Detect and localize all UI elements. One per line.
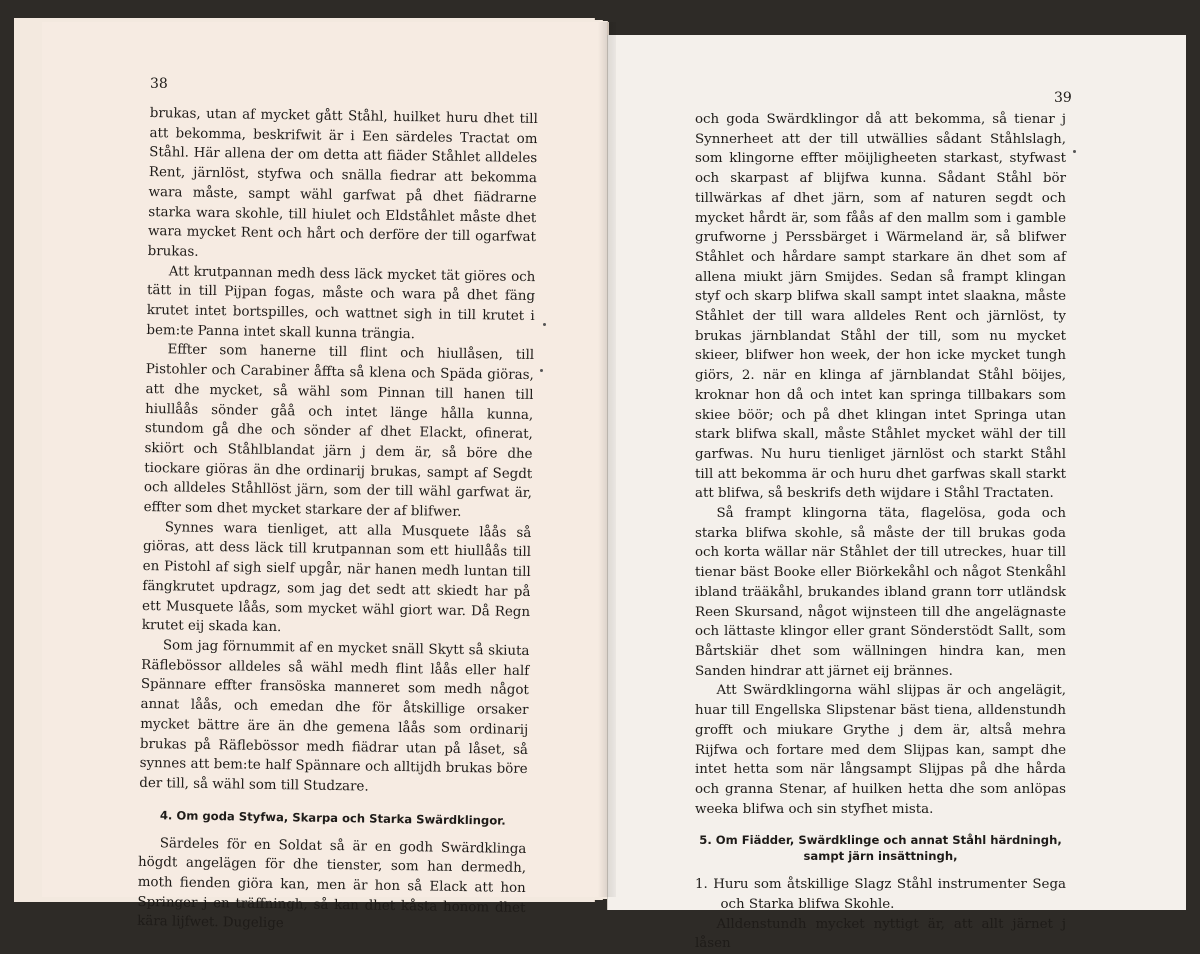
- page-number-left: 38: [150, 76, 168, 92]
- left-page-text: [137, 104, 538, 938]
- paragraph: Att krutpannan medh dess läck mycket tät giöres och tätt in till Pijpan fogas, måste och wara på dhet fäng krutet intet bortspilles, och wattnet sigh in till krutet i bem:te Panna intet skall kunna trängia.: [146, 263, 536, 342]
- page-number-right: 39: [1054, 90, 1072, 106]
- right-page-text: [695, 110, 1066, 954]
- section-heading-line: sampt järn insättningh,: [803, 849, 958, 864]
- section-heading: [695, 832, 1066, 864]
- paragraph: Alldenstundh mycket nyttigt är, att allt järnet j låsen: [695, 916, 1066, 952]
- paragraph: och goda Swärdklingor då att bekomma, så tienar j Synnerheet att der till utwällies sådant Ståhlslagh, som klingorne effter möijligheeten starkast, styfwast och skarpast af blijfwa kunna. Sådant Ståhl bör tillwärkas af dhet järn, som af naturen segdt och mycket hårdt är, som fåås af den mallm som i gamble grufworne j Perssbärget i Wärmeland är, så blifwer Ståhlet och hårdare sampt starkare än dhet som af allena miukt järn Smijdes. Sedan så frampt klingan styf och skarp blifwa skall sampt intet slaakna, måste Ståhlet der till wara alldeles Rent och järnlöst, ty brukas järnblandat Ståhl der till, som nu mycket skieer, blifwer hon week, der hon icke mycket tungh giörs, 2. när en klinga af järnblandat Ståhl böijes, kroknar hon då och intet kan springa tillbakars som skiee böör; och på dhet klingan intet Springa utan stark blifwa skall, måste Ståhlet mycket wähl der till garfwas. Nu huru tienliget järnlöst och starkt Ståhl till att bekomma är och huru dhet garfwas skall starkt att blifwa, så beskrifs deth wijdare i Ståhl Tractaten.: [695, 112, 1066, 502]
- stray-mark: [1073, 150, 1076, 153]
- section-heading-line: 5. Om Fiädder, Swärdklinge och annat Ståhl härdningh,: [699, 833, 1062, 848]
- paragraph: brukas, utan af mycket gått Ståhl, huilket huru dhet till att bekomma, beskrifwit är i Een särdeles Tractat om Ståhl. Här allena der om detta att fiäder Ståhlet alldeles Rent, järnlöst, styfwa och snälla fiedrar att bekomma wara måste, sampt wähl garfwat på dhet fiädrarne starka wara skohle, till hiulet och Eldståhlet måste dhet wara mycket Rent och hårt och derföre der till ogarfwat brukas.: [147, 105, 538, 260]
- paragraph: Som jag förnummit af en mycket snäll Skytt så skiuta Räflebössor alldeles så wähl medh flint låås eller half Spännare effter fransöska manneret som medh något annat låås, och emedan dhe för åtskillige orsaker mycket bättre äre än dhe gemena låås som ordinarij brukas på Räflebössor medh fiädrar utan på låset, så synnes att bem:te half Spännare och alltijdh brukas böre der till, så wähl som till Studzare.: [139, 638, 530, 795]
- book-gutter: [598, 22, 616, 897]
- paragraph: Synnes wara tienliget, att alla Musquete låås så giöras, att dess läck till krutpannan som ett hiullåås till en Pistohl af sigh sielf upgår, när hanen medh luntan till fängkrutet updragz, som jag det sedt att skiedt har på ett Musquete låås, som mycket wähl giort war. Då Regn krutet eij skada kan.: [141, 520, 532, 636]
- paragraph: Att Swärdklingorna wähl slijpas är och angelägit, huar till Engellska Slipstenar bäst tiena, alldenstundh grofft och miukare Grythe j dem är, altså mehra Rijfwa och fortare med dem Slijpas kan, sampt dhe intet hetta som när långsampt Slijpas på dhe hårda och granna Stenar, af huilken hetta dhe som anlöpas weeka blifwa och sin styfhet mista.: [695, 683, 1066, 817]
- paragraph: Effter som hanerne till flint och hiullåsen, till Pistohler och Carabiner åffta så klena och Späda giöras, att dhe mycket, så wähl som Pinnan till hanen till hiullåås sönder gåå och intet länge hålla kunna, stundom gå dhe och sönder af dhet Elackt, ofinerat, skiört och Ståhlblandat järn j dem är, så böre dhe tiockare giöras än dhe ordinarij brukas, sampt af Segdt och alldeles Ståhllöst järn, som der till wähl garfwat är, effter som dhet mycket starkare der af blifwer.: [143, 342, 535, 521]
- stray-mark: [540, 369, 543, 372]
- stray-mark: [543, 323, 546, 326]
- paragraph: Särdeles för en Soldat så är en godh Swärdklinga högdt angelägen för dhe tienster, som han dermedh, moth fienden giöra kan, men är hon så Elack att hon Springer j en träffningh, så kan dhet kåsta honom dhet kära lijfwet. Dugelige: [137, 835, 527, 932]
- numbered-item: 1. Huru som åtskillige Slagz Ståhl instrumenter Sega och Starka blifwa Skohle.: [695, 877, 1066, 913]
- paragraph: Så frampt klingorna täta, flagelösa, goda och starka blifwa skohle, så måste der till brukas goda och korta wällar när Ståhlet der till utreckes, huar till tienar bäst Booke eller Biörkekåhl och något Stenkåhl ibland trääkåhl, brukandes ibland grann torr utländsk Reen Skursand, något wijnsteen till dhe angelägnaste och lättaste klingor eller grant Sönderstödt Sallt, som Bårtskiär dhet som wällningen hindra kan, men Sanden hindrar att järnet eij brännes.: [695, 506, 1066, 679]
- section-heading: 4. Om goda Styfwa, Skarpa och Starka Swärdklingor.: [159, 807, 506, 828]
